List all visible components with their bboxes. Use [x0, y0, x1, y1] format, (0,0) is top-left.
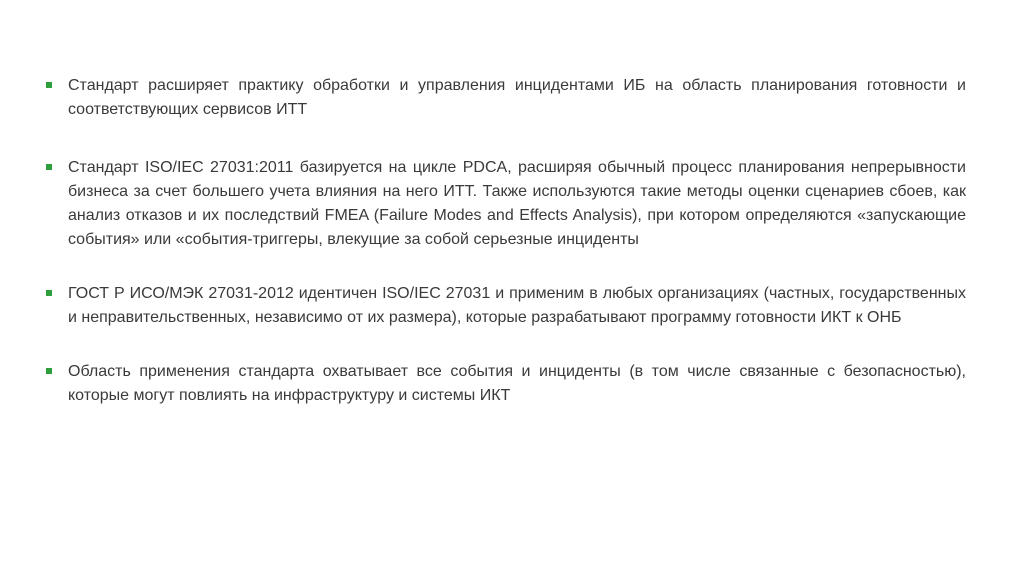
bullet-icon	[46, 368, 52, 374]
list-item	[46, 282, 966, 330]
bullet-icon	[46, 290, 52, 296]
list-item	[46, 156, 966, 252]
bullet-text: Область применения стандарта охватывает все события и инциденты (в том числе связанные с безопасностью), которые могут повлиять на инфраструктуру и системы ИКТ	[68, 363, 966, 404]
list-item	[46, 74, 966, 122]
list-item	[46, 360, 966, 408]
bullet-text: ГОСТ Р ИСО/МЭК 27031-2012 идентичен ISO/IEC 27031 и применим в любых организациях (частных, государственных и неправительственных, независимо от их размера), которые разрабатывают программу готовности ИКТ к ОНБ	[68, 285, 966, 326]
bullet-icon	[46, 82, 52, 88]
bullet-icon	[46, 164, 52, 170]
bullet-list	[46, 74, 966, 438]
bullet-text: Стандарт ISO/IEC 27031:2011 базируется на цикле PDCA, расширяя обычный процесс планирования непрерывности бизнеса за счет большего учета влияния на него ИТТ. Также используются такие методы оценки сценариев сбоев, как анализ отказов и их последствий FMEA (Failure Modes and Effects Analysis), при котором определяются «запускающие события» или «события-триггеры, влекущие за собой серьезные инциденты	[68, 159, 966, 248]
bullet-text: Стандарт расширяет практику обработки и управления инцидентами ИБ на область планирования готовности и соответствующих сервисов ИТТ	[68, 77, 966, 118]
